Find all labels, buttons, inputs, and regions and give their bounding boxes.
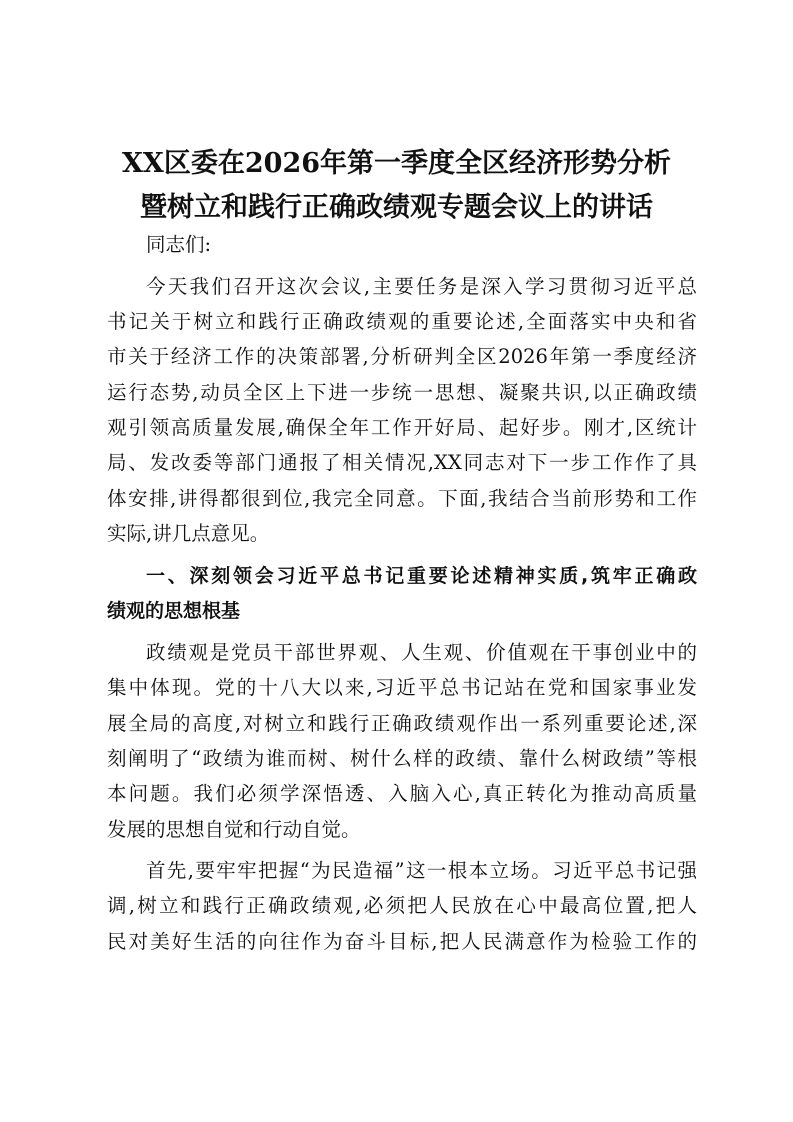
document-title-line-2: 暨树立和践行正确政绩观专题会议上的讲话 (140, 192, 653, 223)
document-title-line-1: XX区委在2026年第一季度全区经济形势分析 (121, 148, 672, 179)
paragraph-line: 发展的思想自觉和行动自觉。 (107, 818, 361, 841)
paragraph-line: 观引领高质量发展,确保全年工作开好局、起好步。刚才,区统计 (107, 416, 697, 439)
paragraph-line: 体安排,讲得都很到位,我完全同意。下面,我结合当前形势和工作 (107, 487, 697, 510)
paragraph-line: 调,树立和践行正确政绩观,必须把人民放在心中最高位置,把人 (107, 894, 697, 917)
paragraph-line: 实际,讲几点意见。 (107, 522, 270, 545)
paragraph-line: 运行态势,动员全区上下进一步统一思想、凝聚共识,以正确政绩 (107, 381, 697, 404)
paragraph-line: 展全局的高度,对树立和践行正确政绩观作出一系列重要论述,深 (107, 712, 697, 735)
paragraph-line: 今天我们召开这次会议,主要任务是深入学习贯彻习近平总 (146, 275, 697, 298)
paragraph-line: 书记关于树立和践行正确政绩观的重要论述,全面落实中央和省 (107, 310, 697, 333)
paragraph-line: 刻阐明了“政绩为谁而树、树什么样的政绩、靠什么树政绩”等根 (107, 747, 697, 770)
salutation: 同志们: (146, 233, 212, 256)
paragraph-line: 民对美好生活的向往作为奋斗目标,把人民满意作为检验工作的 (107, 930, 697, 953)
paragraph-line: 集中体现。党的十八大以来,习近平总书记站在党和国家事业发 (107, 676, 697, 699)
paragraph-line: 局、发改委等部门通报了相关情况,XX同志对下一步工作作了具 (107, 451, 697, 474)
paragraph-line: 市关于经济工作的决策部署,分析研判全区2026年第一季度经济 (107, 345, 697, 368)
paragraph-line: 本问题。我们必须学深悟透、入脑入心,真正转化为推动高质量 (107, 782, 697, 805)
paragraph-line: 首先,要牢牢把握“为民造福”这一根本立场。习近平总书记强 (146, 859, 697, 882)
paragraph-line: 政绩观是党员干部世界观、人生观、价值观在干事创业中的 (146, 641, 697, 664)
section-heading-line: 绩观的思想根基 (107, 600, 241, 622)
section-heading-line: 一、深刻领会习近平总书记重要论述精神实质,筑牢正确政 (146, 565, 697, 587)
